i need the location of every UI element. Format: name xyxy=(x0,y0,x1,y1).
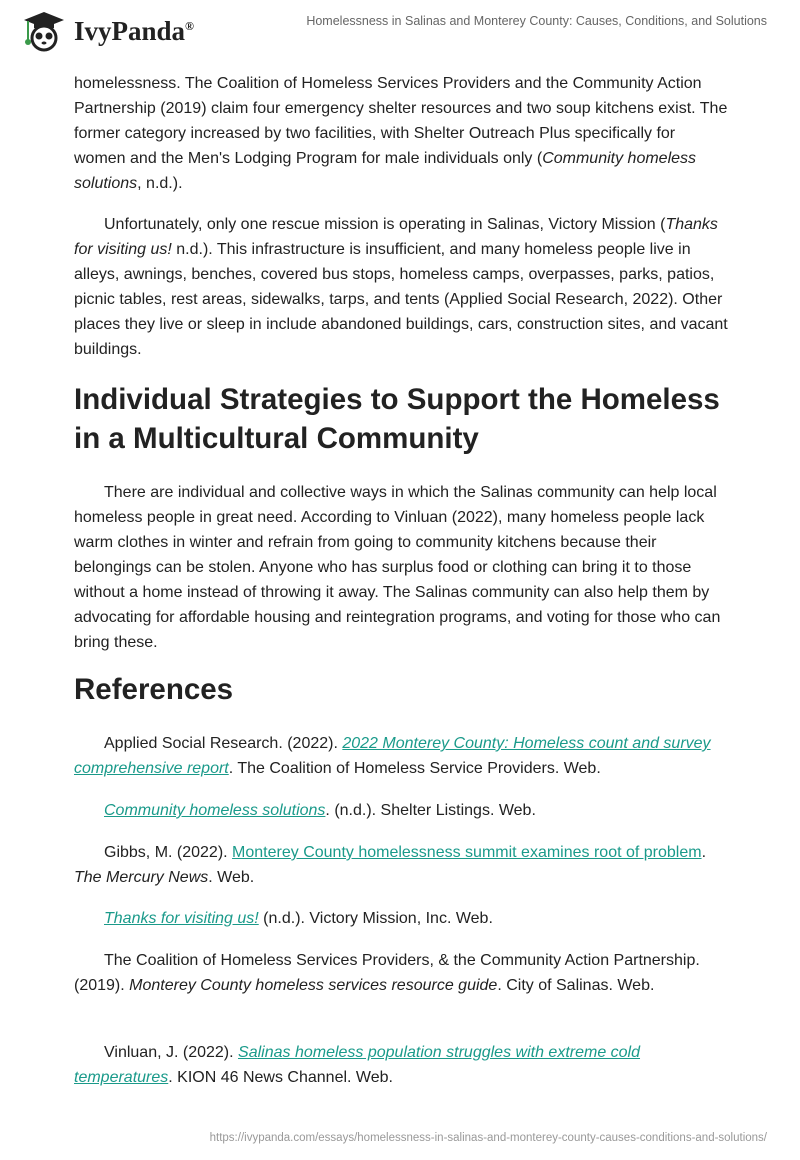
paragraph: There are individual and collective ways in which the Salinas community can help local homeless people in great need. According to Vinluan (2022), many homeless people lack warm clothes in winter and refrain from going to community kitchens because their belongings can be stolen. Anyone who has surplus food or clothing can bring it to those without a home instead of throwing it away. The Salinas community can also help them by advocating for affordable housing and reintegration programs, and voting for those who can bring these. xyxy=(74,484,721,651)
reference-link[interactable]: Salinas homeless population struggles with extreme cold temperatures xyxy=(74,1044,641,1086)
paragraph: homelessness. The Coalition of Homeless Services Providers and the Community Action Partnership (2019) claim four emergency shelter resources and two soup kitchens exist. The former category increased by two facilities, with Shelter Outreach Plus specifically for women and the Men's Lodging Program for male individuals only (Community homeless solutions, n.d.). xyxy=(74,75,728,192)
reference-item: Applied Social Research. (2022). 2022 Monterey County: Homeless count and survey comprehensive report. The Coalition of Homeless Service Providers. Web. xyxy=(74,735,711,777)
logo-text: IvyPanda® xyxy=(74,15,195,46)
document-title: Homelessness in Salinas and Monterey County: Causes, Conditions, and Solutions xyxy=(306,14,767,28)
references-heading: References xyxy=(74,673,234,706)
ivypanda-logo[interactable] xyxy=(20,10,194,52)
reference-item: Vinluan, J. (2022). Salinas homeless population struggles with extreme cold temperatures. KION 46 News Channel. Web. xyxy=(74,1044,641,1086)
panda-graduate-icon xyxy=(20,10,68,52)
reference-link[interactable]: Thanks for visiting us! xyxy=(104,910,259,927)
reference-link[interactable]: Community homeless solutions xyxy=(104,802,326,819)
reference-item: Community homeless solutions. (n.d.). Shelter Listings. Web. xyxy=(104,802,536,819)
reference-item: Gibbs, M. (2022). Monterey County homelessness summit examines root of problem. The Mercury News. Web. xyxy=(74,844,707,886)
section-heading: Individual Strategies to Support the Homeless in a Multicultural Community xyxy=(74,383,720,455)
reference-item: The Coalition of Homeless Services Providers, & the Community Action Partnership. (2019). Monterey County homeless services resource guide. City of Salinas. Web. xyxy=(74,952,700,994)
reference-link[interactable]: 2022 Monterey County: Homeless count and survey comprehensive report xyxy=(74,735,711,777)
reference-link[interactable]: Monterey County homelessness summit examines root of problem xyxy=(232,844,702,861)
paragraph: Unfortunately, only one rescue mission is operating in Salinas, Victory Mission (Thanks for visiting us! n.d.). This infrastructure is insufficient, and many homeless people live in alleys, awnings, benches, covered bus stops, homeless camps, overpasses, parks, patios, picnic tables, rest areas, sidewalks, tarps, and tents (Applied Social Research, 2022). Other places they live or sleep in include abandoned buildings, cars, construction sites, and vacant buildings. xyxy=(74,216,728,358)
reference-item: Thanks for visiting us! (n.d.). Victory Mission, Inc. Web. xyxy=(104,910,493,927)
page-url: https://ivypanda.com/essays/homelessness-in-salinas-and-monterey-county-causes-conditions-and-solutions/ xyxy=(209,1132,767,1144)
